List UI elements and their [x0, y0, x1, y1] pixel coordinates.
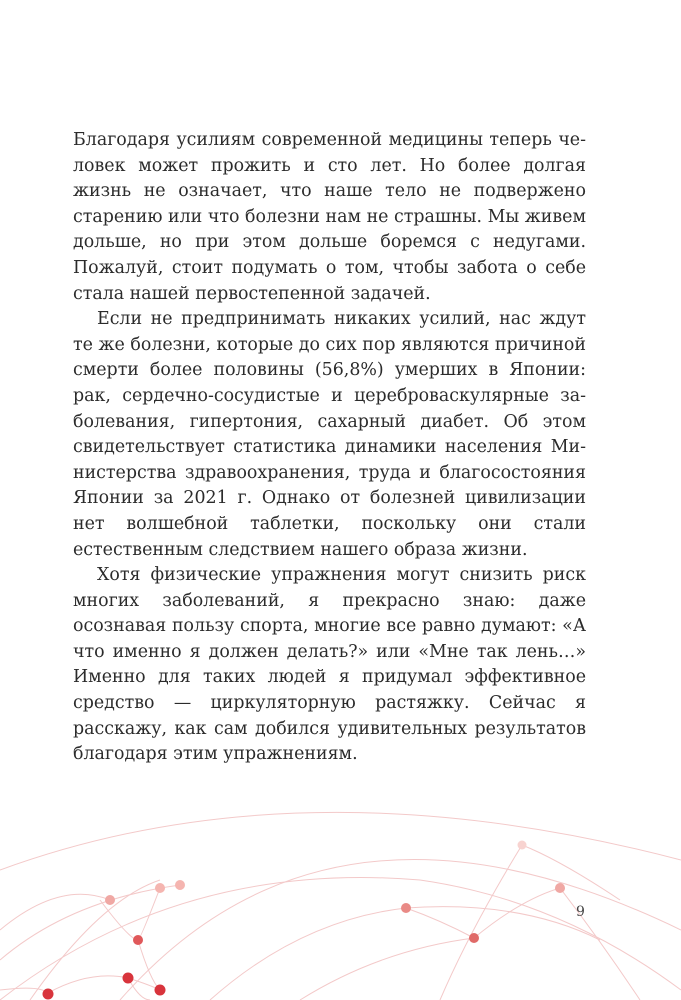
decor-dot	[518, 841, 527, 850]
body-text	[73, 128, 586, 768]
decor-arc	[0, 885, 180, 960]
decor-arc	[138, 888, 160, 940]
page-number: 9	[576, 904, 585, 920]
decor-arc	[300, 938, 474, 1000]
paragraph: Если не предпринимать никаких усилий, нас ждут те же болезни, которые до сих пор являются причиной смерти более половины (56,8%) умерших в Японии: рак, сердечно-сосудистые и цереброваскулярные заболевания, гипертония, сахарный диабет. Об этом свидетельствует статистика динамики населения Министерства здравоохранения, труда и благосостояния Японии за 2021 г. Однако от болезней цивилизации нет волшебной таблетки, поскольку они стали естественным следствием нашего образа жизни.	[73, 309, 586, 560]
decor-arc	[120, 860, 681, 1000]
decor-arc	[406, 908, 474, 938]
decor-dot	[133, 935, 143, 945]
decor-arc	[440, 845, 522, 1000]
decor-arc	[522, 845, 620, 900]
decor-arc	[128, 978, 160, 990]
paragraph: Благодаря усилиям современной медицины теперь человек может прожить и сто лет. Но более долгая жизнь не означает, что наше тело не подвержено старению или что болезни нам не страшны. Мы живем дольше, но при этом дольше боремся с недугами. Пожалуй, стоит подумать о том, чтобы забота о себе стала нашей первостепенной задачей.	[73, 130, 586, 304]
decor-dot	[155, 883, 165, 893]
decor-arc	[474, 888, 560, 938]
decor-arc	[100, 900, 160, 990]
decor-arc	[0, 878, 681, 1000]
decor-dot	[155, 985, 166, 996]
decor-dot	[469, 933, 479, 943]
decor-arc	[0, 812, 681, 870]
decor-dot	[175, 880, 185, 890]
decor-arc	[0, 894, 110, 930]
decor-dot	[43, 989, 54, 1000]
decor-arc	[48, 976, 128, 993]
decor-dot	[105, 895, 115, 905]
decor-dot	[123, 973, 134, 984]
decor-arc	[210, 907, 600, 1000]
decor-arc	[0, 988, 48, 993]
decor-dot	[401, 903, 411, 913]
decor-arc	[560, 888, 640, 1000]
decor-arc	[128, 978, 150, 1000]
decor-arc	[30, 880, 160, 1000]
paragraph: Хотя физические упражнения могут снизить риск многих заболеваний, я прекрасно знаю: даже осознавая пользу спорта, многие все равно думают: «А что именно я должен делать?» или «Мне так лень…» Именно для таких людей я придумал эффективное средство — циркуляторную растяжку. Сейчас я расскажу, как сам добился удивительных результатов благодаря этим упражнениям.	[73, 565, 586, 765]
decor-dot	[555, 883, 565, 893]
